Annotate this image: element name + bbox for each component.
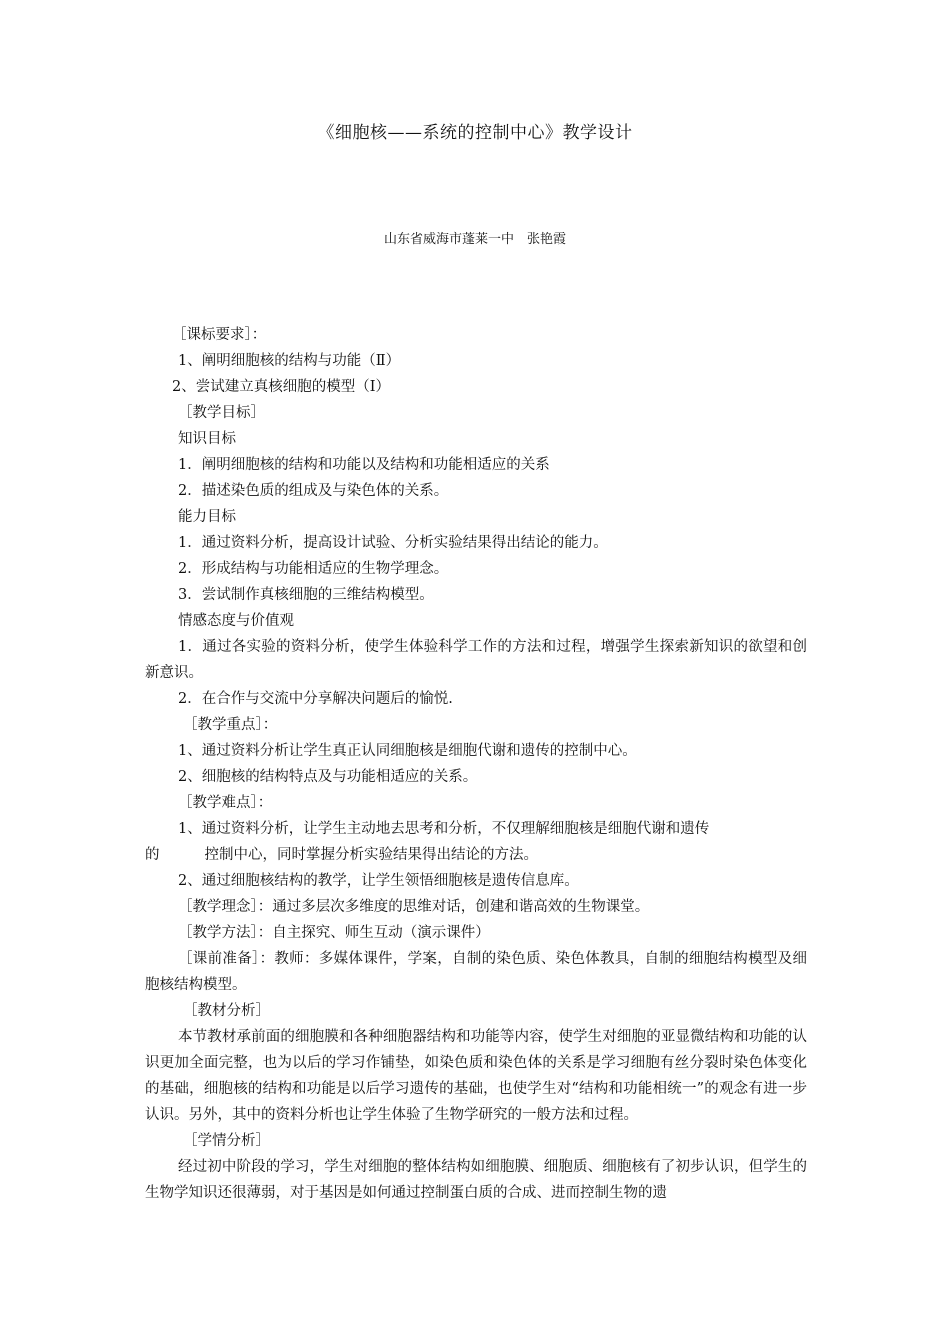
attitude-item-2: 2．在合作与交流中分享解决问题后的愉悦. <box>178 691 453 707</box>
section-heading-key-points: ［教学重点］： <box>183 717 278 733</box>
subheading-ability: 能力目标 <box>178 509 236 525</box>
ability-item-3: 3．尝试制作真核细胞的三维结构模型。 <box>178 587 434 603</box>
section-heading-student-analysis: ［学情分析］ <box>183 1133 270 1149</box>
document-author: 山东省威海市蓬莱一中 张艳霞 <box>383 232 566 247</box>
difficulty-item-1: 1、通过资料分析，让学生主动地去思考和分析，不仅理解细胞核是细胞代谢和遗传 <box>178 821 710 837</box>
key-point-2: 2、细胞核的结构特点及与功能相适应的关系。 <box>178 769 478 785</box>
section-heading-objectives: ［教学目标］ <box>178 405 265 421</box>
knowledge-item-2: 2．描述染色质的组成及与染色体的关系。 <box>178 483 449 499</box>
section-heading-material-analysis: ［教材分析］ <box>183 1003 270 1019</box>
subheading-knowledge: 知识目标 <box>178 431 236 447</box>
subheading-attitude: 情感态度与价值观 <box>178 613 294 629</box>
document-title: 《细胞核——系统的控制中心》教学设计 <box>317 123 633 143</box>
difficulty-item-1-continued <box>145 842 807 868</box>
difficulty-item-1-rest: 控制中心，同时掌握分析实验结果得出结论的方法。 <box>204 847 538 863</box>
knowledge-item-1: 1．阐明细胞核的结构和功能以及结构和功能相适应的关系 <box>178 457 550 473</box>
section-teaching-philosophy: ［教学理念］：通过多层次多维度的思维对话，创建和谐高效的生物课堂。 <box>178 899 650 915</box>
ability-item-2: 2．形成结构与功能相适应的生物学理念。 <box>178 561 449 577</box>
attitude-item-1: 1．通过各实验的资料分析，使学生体验科学工作的方法和过程，增强学生探索新知识的欲望和创新意识。 <box>145 639 807 681</box>
ability-item-1: 1．通过资料分析，提高设计试验、分析实验结果得出结论的能力。 <box>178 535 608 551</box>
section-preparation: ［课前准备］：教师：多媒体课件，学案，自制的染色质、染色体教具，自制的细胞结构模型及细胞核结构模型。 <box>145 951 807 993</box>
section-heading-curriculum: ［课标要求］： <box>172 327 267 343</box>
section-heading-difficulties: ［教学难点］： <box>178 795 273 811</box>
material-analysis-paragraph: 本节教材承前面的细胞膜和各种细胞器结构和功能等内容，使学生对细胞的亚显微结构和功能的认识更加全面完整，也为以后的学习作铺垫，如染色质和染色体的关系是学习细胞有丝分裂时染色体变化的基础，细胞核的结构和功能是以后学习遗传的基础，也使学生对“结构和功能相统一”的观念有进一步认识。另外，其中的资料分析也让学生体验了生物学研究的一般方法和过程。 <box>145 1029 807 1123</box>
curriculum-item-2: 2、尝试建立真核细胞的模型（Ⅰ） <box>172 379 390 395</box>
difficulty-item-2: 2、通过细胞核结构的教学，让学生领悟细胞核是遗传信息库。 <box>178 873 579 889</box>
curriculum-item-1: 1、阐明细胞核的结构与功能（Ⅱ） <box>178 353 401 369</box>
key-point-1: 1、通过资料分析让学生真正认同细胞核是细胞代谢和遗传的控制中心。 <box>178 743 637 759</box>
difficulty-item-1-word: 的 <box>145 847 160 863</box>
student-analysis-paragraph: 经过初中阶段的学习，学生对细胞的整体结构如细胞膜、细胞质、细胞核有了初步认识，但学生的生物学知识还很薄弱，对于基因是如何通过控制蛋白质的合成、进而控制生物的遗 <box>145 1159 807 1201</box>
section-teaching-methods: ［教学方法］：自主探究、师生互动（演示课件） <box>178 925 490 941</box>
document-body <box>145 322 807 1206</box>
